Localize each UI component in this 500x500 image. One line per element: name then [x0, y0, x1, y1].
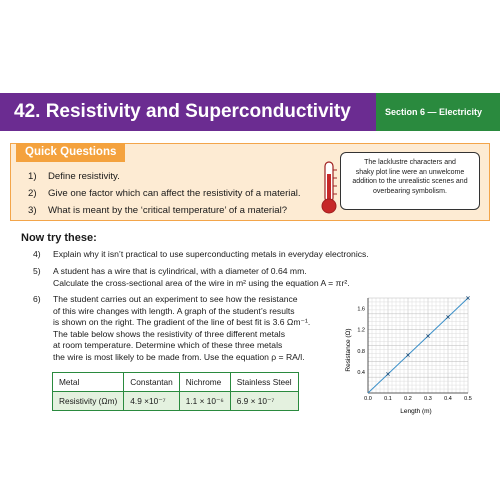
- table-cell: Metal: [53, 373, 124, 392]
- resistivity-table: [52, 372, 299, 411]
- table-row: [53, 373, 299, 392]
- now-try-heading: Now try these:: [21, 232, 97, 244]
- speech-bubble: The lacklustre characters and shaky plot line were an unwelcome addition to the unrealistic scenes and overbearing symbolism.: [340, 152, 480, 210]
- table-cell: 4.9 ×10⁻⁷: [124, 392, 179, 411]
- thermometer-icon: [318, 160, 340, 216]
- y-tick-label: 1.6: [357, 306, 365, 313]
- x-tick-label: 0.1: [384, 396, 392, 402]
- table-cell: Resistivity (Ωm): [53, 392, 124, 411]
- header-banner: [0, 93, 500, 131]
- data-marks: [368, 296, 470, 393]
- x-tick-label: 0.0: [364, 396, 372, 402]
- x-tick-label: 0.5: [464, 396, 472, 402]
- y-tick-label: 1.2: [357, 327, 365, 334]
- table-cell: Constantan: [124, 373, 179, 392]
- table-cell: 1.1 × 10⁻⁶: [179, 392, 230, 411]
- table-cell: Nichrome: [179, 373, 230, 392]
- list-item: 1) Define resistivity.: [28, 171, 120, 182]
- tick-labels: [357, 307, 471, 402]
- y-axis-label: Resistance (Ω): [345, 328, 352, 372]
- x-tick-label: 0.4: [444, 396, 452, 402]
- list-item: 2) Give one factor which can affect the resistivity of a material.: [28, 188, 301, 199]
- y-tick-label: 0.4: [357, 369, 365, 376]
- quick-questions-list: [28, 168, 301, 219]
- table-row: [53, 392, 299, 411]
- list-item: 3) What is meant by the ‘critical temperature’ of a material?: [28, 205, 288, 216]
- x-tick-label: 0.3: [424, 396, 432, 402]
- section-label: Section 6 — Electricity: [376, 93, 500, 131]
- y-tick-label: 0.8: [357, 348, 365, 355]
- x-axis-label: Length (m): [400, 408, 432, 415]
- resistance-length-graph: [328, 293, 478, 415]
- quick-questions-heading: Quick Questions: [16, 143, 125, 162]
- page-title: 42. Resistivity and Superconductivity: [0, 93, 376, 131]
- table-cell: Stainless Steel: [230, 373, 298, 392]
- x-tick-label: 0.2: [404, 396, 412, 402]
- table-cell: 6.9 × 10⁻⁷: [230, 392, 298, 411]
